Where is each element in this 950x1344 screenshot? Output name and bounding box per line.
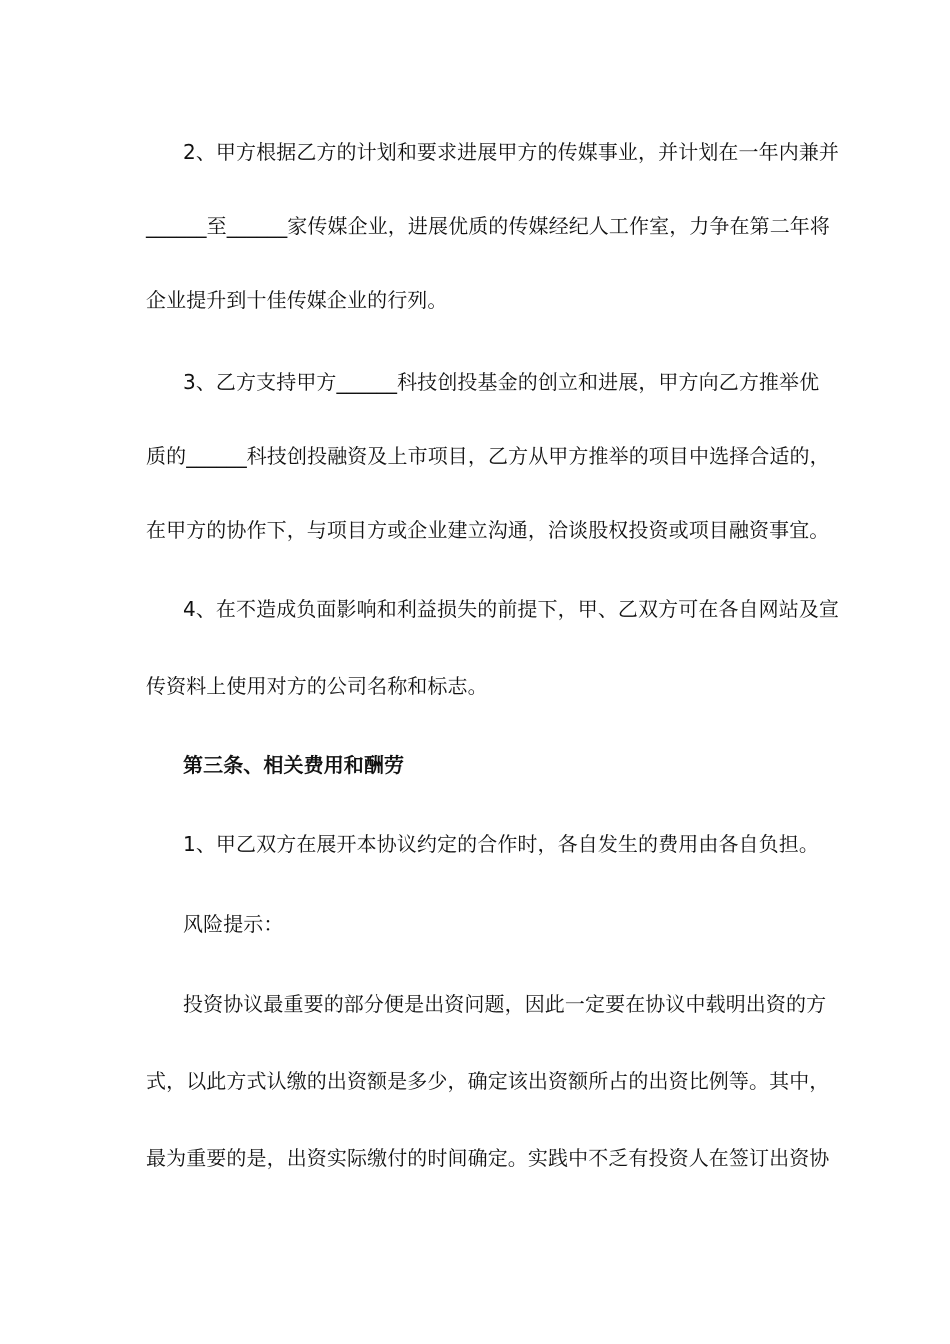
clause-4-line-1: 4、在不造成负面影响和利益损失的前提下，甲、乙双方可在各自网站及宣 bbox=[183, 597, 840, 621]
clause-2-line-2: ______至______家传媒企业，进展优质的传媒经纪人工作室，力争在第二年将 bbox=[146, 214, 830, 238]
risk-paragraph-line-2: 式，以此方式认缴的出资额是多少，确定该出资额所占的出资比例等。其中， bbox=[146, 1069, 830, 1093]
clause-2-line-3: 企业提升到十佳传媒企业的行列。 bbox=[146, 288, 448, 312]
fee-clause-1: 1、甲乙双方在展开本协议约定的合作时，各自发生的费用由各自负担。 bbox=[183, 832, 819, 856]
clause-3-line-2: 质的______科技创投融资及上市项目，乙方从甲方推举的项目中选择合适的， bbox=[146, 444, 830, 468]
risk-paragraph-line-1: 投资协议最重要的部分便是出资问题，因此一定要在协议中载明出资的方 bbox=[183, 992, 827, 1016]
clause-3-line-1: 3、乙方支持甲方______科技创投基金的创立和进展，甲方向乙方推举优 bbox=[183, 370, 820, 394]
clause-2-line-1: 2、甲方根据乙方的计划和要求进展甲方的传媒事业，并计划在一年内兼并 bbox=[183, 140, 840, 164]
risk-paragraph-line-3: 最为重要的是，出资实际缴付的时间确定。实践中不乏有投资人在签订出资协 bbox=[146, 1146, 830, 1170]
section-heading: 第三条、相关费用和酬劳 bbox=[183, 753, 405, 777]
clause-3-line-3: 在甲方的协作下，与项目方或企业建立沟通，洽谈股权投资或项目融资事宜。 bbox=[146, 518, 830, 542]
clause-4-line-2: 传资料上使用对方的公司名称和标志。 bbox=[146, 674, 488, 698]
risk-warning-label: 风险提示： bbox=[183, 912, 284, 936]
